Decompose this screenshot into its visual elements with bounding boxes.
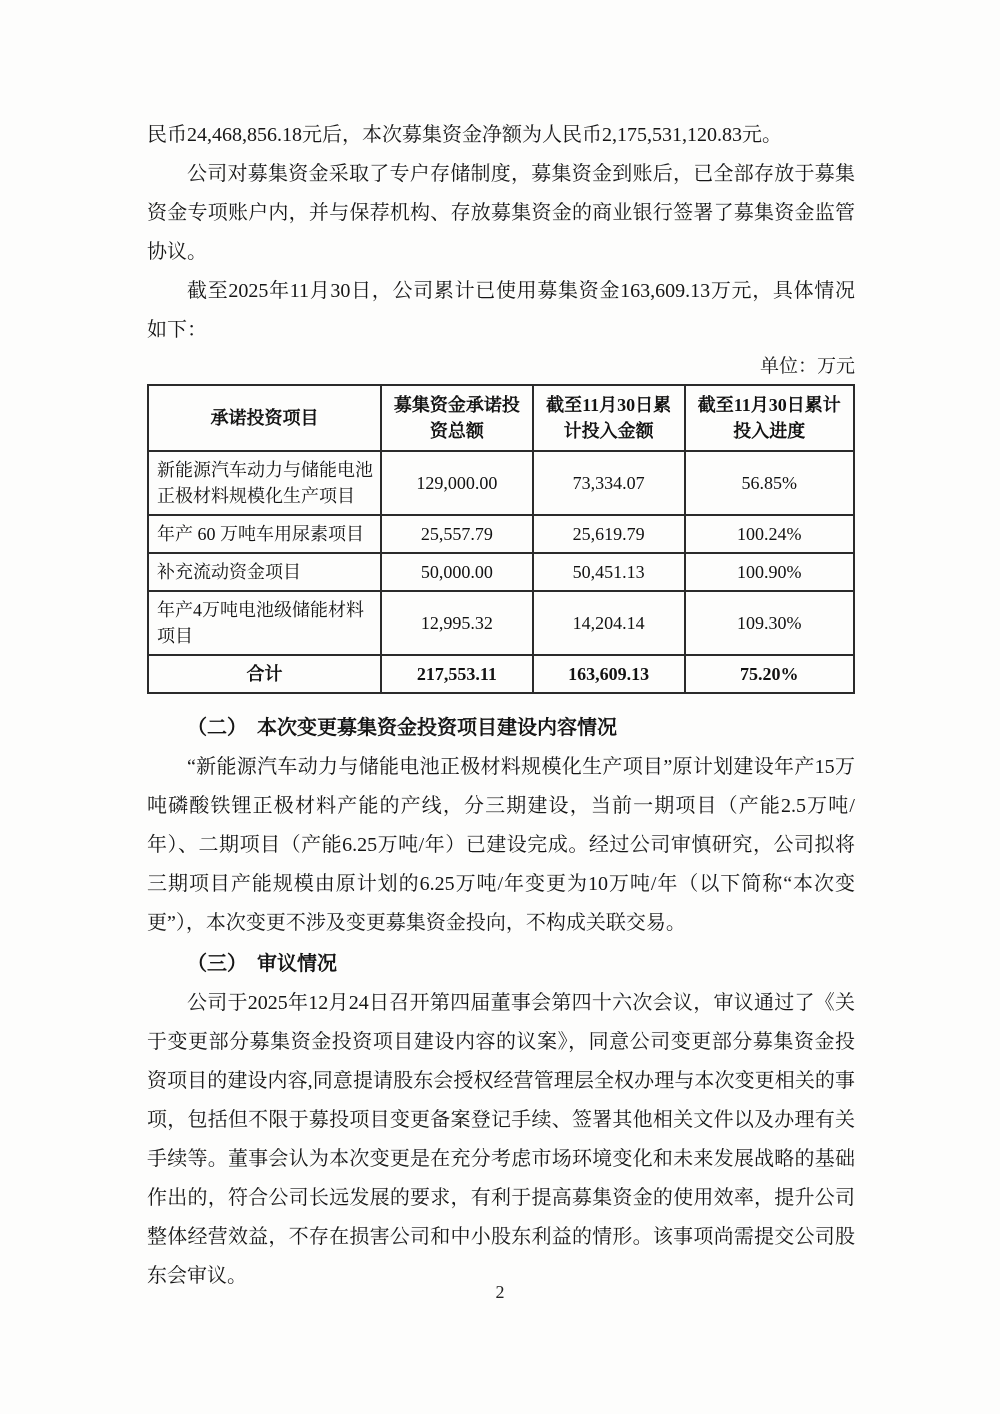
- column-header-project: 承诺投资项目: [148, 385, 381, 451]
- cell-progress: 56.85%: [685, 451, 854, 515]
- cell-total-invested: 163,609.13: [533, 655, 685, 693]
- table-row: [148, 515, 854, 553]
- paragraph-storage-system: 公司对募集资金采取了专户存储制度，募集资金到账后，已全部存放于募集资金专项账户内，并与保荐机构、存放募集资金的商业银行签署了募集资金监管协议。: [147, 163, 855, 263]
- cell-invested-amount: 73,334.07: [533, 451, 685, 515]
- cell-total-progress: 75.20%: [685, 655, 854, 693]
- table-row: [148, 451, 854, 515]
- column-header-committed-total: 募集资金承诺投资总额: [381, 385, 533, 451]
- paragraph-net-proceeds: 民币24,468,856.18元后，本次募集资金净额为人民币2,175,531,120.83元。: [147, 124, 782, 146]
- cell-invested-amount: 25,619.79: [533, 515, 685, 553]
- cell-committed-amount: 129,000.00: [381, 451, 533, 515]
- table-row: [148, 591, 854, 655]
- cell-project-name: 新能源汽车动力与储能电池正极材料规模化生产项目: [148, 451, 381, 515]
- cell-total-committed: 217,553.11: [381, 655, 533, 693]
- cell-committed-amount: 50,000.00: [381, 553, 533, 591]
- cell-invested-amount: 50,451.13: [533, 553, 685, 591]
- column-header-invested-amount: 截至11月30日累计投入金额: [533, 385, 685, 451]
- cell-project-name: 年产4万吨电池级储能材料项目: [148, 591, 381, 655]
- page-number: 2: [495, 1282, 505, 1302]
- table-header-row: [148, 385, 854, 451]
- cell-progress: 109.30%: [685, 591, 854, 655]
- section-heading-review-status: （三） 审议情况: [187, 953, 337, 975]
- cell-project-name: 年产 60 万吨车用尿素项目: [148, 515, 381, 553]
- cell-committed-amount: 25,557.79: [381, 515, 533, 553]
- section-heading-change-content: （二） 本次变更募集资金投资项目建设内容情况: [187, 717, 617, 739]
- cell-committed-amount: 12,995.32: [381, 591, 533, 655]
- paragraph-review-details: 公司于2025年12月24日召开第四届董事会第四十六次会议，审议通过了《关于变更部分募集资金投资项目建设内容的议案》，同意公司变更部分募集资金投资项目的建设内容,同意提请股东会授权经营管理层全权办理与本次变更相关的事项，包括但不限于募投项目变更备案登记手续、签署其他相关文件以及办理有关手续等。董事会认为本次变更是在充分考虑市场环境变化和未来发展战略的基础作出的，符合公司长远发展的要求，有利于提高募集资金的使用效率，提升公司整体经营效益，不存在损害公司和中小股东利益的情形。该事项尚需提交公司股东会审议。: [147, 992, 855, 1287]
- paragraph-usage-summary: 截至2025年11月30日，公司累计已使用募集资金163,609.13万元，具体情况如下：: [147, 280, 855, 341]
- cell-progress: 100.90%: [685, 553, 854, 591]
- table-row: [148, 553, 854, 591]
- paragraph-change-details: “新能源汽车动力与储能电池正极材料规模化生产项目”原计划建设年产15万吨磷酸铁锂正极材料产能的产线，分三期建设，当前一期项目（产能2.5万吨/年）、二期项目（产能6.25万吨/年）已建设完成。经过公司审慎研究，公司拟将三期项目产能规模由原计划的6.25万吨/年变更为10万吨/年（以下简称“本次变更”），本次变更不涉及变更募集资金投向，不构成关联交易。: [147, 756, 855, 934]
- cell-project-name: 补充流动资金项目: [148, 553, 381, 591]
- column-header-invest-progress: 截至11月30日累计投入进度: [685, 385, 854, 451]
- cell-invested-amount: 14,204.14: [533, 591, 685, 655]
- cell-progress: 100.24%: [685, 515, 854, 553]
- table-total-row: [148, 655, 854, 693]
- table-unit-label: 单位：万元: [759, 356, 855, 377]
- cell-total-label: 合计: [148, 655, 381, 693]
- document-body: [147, 116, 855, 1296]
- investment-projects-table: [147, 384, 855, 694]
